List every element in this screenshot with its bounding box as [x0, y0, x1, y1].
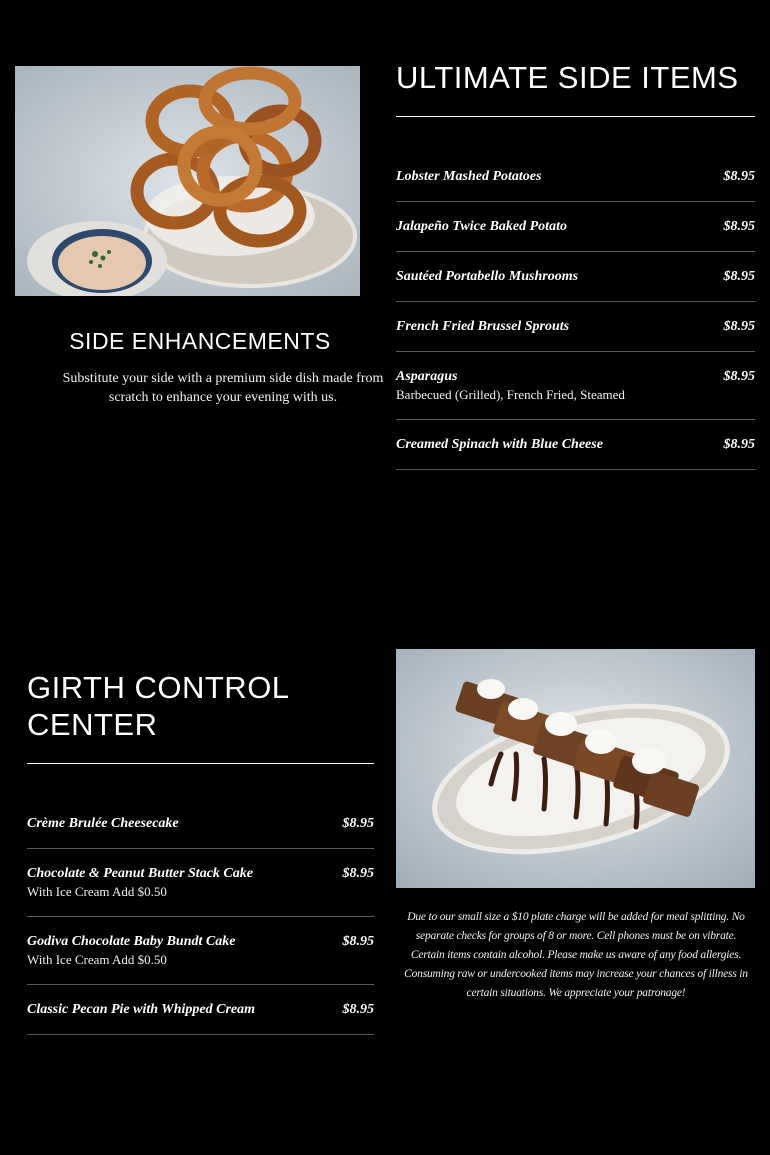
item-name: Classic Pecan Pie with Whipped Cream [27, 1002, 256, 1017]
menu-item [396, 352, 755, 420]
item-description: Barbecued (Grilled), French Fried, Steamed [396, 387, 625, 402]
menu-item [396, 202, 755, 252]
item-name: Crème Brulée Cheesecake [27, 816, 179, 831]
item-price: $8.95 [342, 866, 374, 881]
item-name: Lobster Mashed Potatoes [396, 169, 542, 184]
item-name: Jalapeño Twice Baked Potato [396, 219, 567, 234]
item-price: $8.95 [723, 219, 755, 234]
item-name: Asparagus [396, 369, 458, 384]
desserts-divider [27, 763, 374, 764]
restaurant-policy-notice: Due to our small size a $10 plate charge will be added for meal splitting. No separate checks for groups of 8 or more. Cell phones must be on vibrate. Certain items contain alcohol. Please make us aware of any food allergies. Consuming raw or undercooked items may increase your chances of illness in certain situations. We appreciate your patronage! [404, 911, 748, 999]
menu-item [27, 798, 374, 849]
desserts-heading: GIRTH CONTROL CENTER [27, 670, 289, 742]
menu-item [27, 917, 374, 985]
sides-divider [396, 116, 755, 117]
item-price: $8.95 [723, 369, 755, 384]
item-name: Creamed Spinach with Blue Cheese [396, 437, 603, 452]
menu-item [27, 849, 374, 917]
item-price: $8.95 [342, 816, 374, 831]
item-name: Chocolate & Peanut Butter Stack Cake [27, 866, 253, 881]
item-price: $8.95 [342, 1002, 374, 1017]
menu-item [27, 985, 374, 1035]
menu-item [396, 252, 755, 302]
item-price: $8.95 [342, 934, 374, 949]
menu-item [396, 302, 755, 352]
menu-item [396, 151, 755, 202]
enhancements-text: Substitute your side with a premium side dish made from scratch to enhance your evening with us. [62, 371, 384, 405]
desserts-menu-list [27, 798, 374, 1035]
item-description: With Ice Cream Add $0.50 [27, 884, 167, 899]
sides-menu-list [396, 151, 755, 470]
sides-heading: ULTIMATE SIDE ITEMS [396, 60, 739, 95]
enhancements-heading: SIDE ENHANCEMENTS [69, 328, 331, 354]
dessert-plate-photo [396, 649, 755, 888]
item-price: $8.95 [723, 169, 755, 184]
item-description: With Ice Cream Add $0.50 [27, 952, 167, 967]
item-name: Godiva Chocolate Baby Bundt Cake [27, 934, 236, 949]
item-price: $8.95 [723, 269, 755, 284]
onion-rings-photo [15, 66, 360, 296]
item-price: $8.95 [723, 319, 755, 334]
item-name: French Fried Brussel Sprouts [396, 319, 570, 334]
item-name: Sautéed Portabello Mushrooms [396, 269, 579, 284]
item-price: $8.95 [723, 437, 755, 452]
menu-item [396, 420, 755, 470]
